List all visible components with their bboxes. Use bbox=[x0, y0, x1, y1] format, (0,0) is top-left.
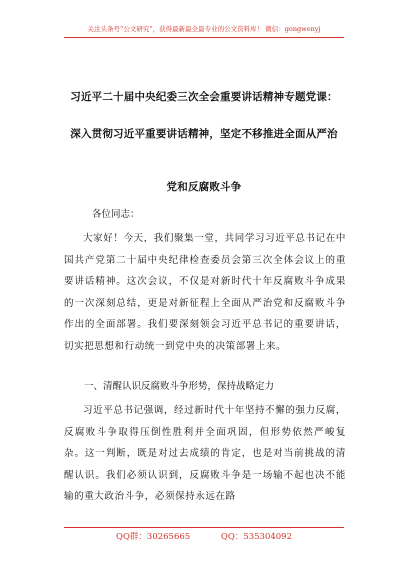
footer-contacts bbox=[64, 531, 344, 543]
document-title-line-1: 习近平二十届中央纪委三次全会重要讲话精神专题党课： bbox=[70, 91, 338, 103]
document-title-line-2: 深入贯彻习近平重要讲话精神，坚定不移推进全面从严治 bbox=[70, 128, 338, 140]
footer-qq-group: QQ群：30265665 bbox=[115, 532, 191, 542]
header-notice: 关注头条号“公文研究”，获得最新最全最专业的公文资料库！ 微信：gongwenyj bbox=[87, 25, 321, 33]
section-heading-1: 一、清醒认识反腐败斗争形势，保持战略定力 bbox=[84, 381, 275, 392]
paragraph-section-1: 习近平总书记强调，经过新时代十年坚持不懈的强力反腐，反腐败斗争取得压倒性胜利并全面巩固，但形势依然严峻复杂。这一判断，既是对过去成绩的肯定，也是对当前挑战的清醒认识。我们必须认识到，反腐败斗争是一场输不起也决不能输的重大政治斗争，必须保持永远在路 bbox=[64, 405, 346, 503]
header-divider bbox=[64, 37, 344, 38]
paragraph-intro: 大家好！今天，我们聚集一堂，共同学习习近平总书记在中国共产党第二十届中央纪律检查委员会第三次全体会议上的重要讲话精神。这次会议，不仅是对新时代十年反腐败斗争成果的一次深刻总结，更是对新征程上全面从严治党和反腐败斗争作出的全面部署。我们要深刻领会习近平总书记的重要讲话，切实把思想和行动统一到党中央的决策部署上来。 bbox=[64, 233, 346, 352]
document-title-line-3: 党和反腐败斗争 bbox=[166, 181, 242, 193]
footer-divider bbox=[64, 527, 344, 528]
salutation: 各位同志： bbox=[92, 209, 140, 220]
footer-qq: QQ：535304092 bbox=[220, 532, 292, 542]
